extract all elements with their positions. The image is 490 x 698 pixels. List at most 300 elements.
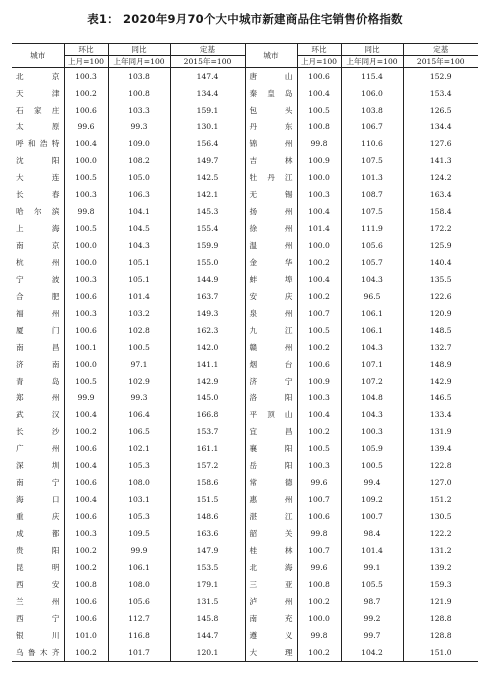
table-row	[12, 102, 478, 119]
header-fixed: 定基	[170, 44, 245, 56]
header-yoy-base: 上年同月=100	[108, 56, 170, 68]
left-city-cell: 南 昌	[16, 342, 60, 352]
left-mom-cell: 100.2	[64, 85, 108, 102]
right-yoy-cell: 99.1	[341, 559, 403, 576]
left-fixed-cell: 166.8	[170, 407, 245, 424]
right-yoy-cell: 103.8	[341, 102, 403, 119]
left-yoy-cell: 103.2	[108, 305, 170, 322]
left-yoy-cell: 108.0	[108, 576, 170, 593]
right-city-cell: 洛 阳	[245, 390, 297, 407]
right-fixed-cell: 135.5	[403, 271, 478, 288]
right-yoy-cell: 100.3	[341, 424, 403, 441]
left-yoy-cell: 106.1	[108, 559, 170, 576]
left-mom-cell: 100.4	[64, 458, 108, 475]
left-mom-cell: 100.5	[64, 220, 108, 237]
left-yoy-cell: 99.9	[108, 542, 170, 559]
right-mom-cell: 100.8	[297, 119, 341, 136]
right-city-cell: 秦 皇 岛	[245, 85, 297, 102]
left-yoy-cell: 103.3	[108, 102, 170, 119]
right-fixed-cell: 134.4	[403, 119, 478, 136]
header-city: 城市	[30, 50, 46, 60]
right-yoy-cell: 100.5	[341, 458, 403, 475]
left-mom-cell: 100.4	[64, 407, 108, 424]
right-mom-cell: 100.4	[297, 204, 341, 221]
right-city-cell: 泸 州	[245, 593, 297, 610]
left-city-cell: 成 都	[16, 528, 60, 538]
table-row	[12, 525, 478, 542]
right-fixed-cell: 146.5	[403, 390, 478, 407]
right-fixed-cell: 159.3	[403, 576, 478, 593]
left-fixed-cell: 144.7	[170, 627, 245, 644]
left-fixed-cell: 153.7	[170, 424, 245, 441]
header-yoy-base: 上年同月=100	[341, 56, 403, 68]
left-fixed-cell: 153.5	[170, 559, 245, 576]
left-mom-cell: 100.2	[64, 542, 108, 559]
right-yoy-cell: 104.8	[341, 390, 403, 407]
left-yoy-cell: 104.5	[108, 220, 170, 237]
right-mom-cell: 100.3	[297, 390, 341, 407]
right-mom-cell: 100.6	[297, 68, 341, 85]
table-title: 表1： 2020年9月70个大中城市新建商品住宅销售价格指数	[87, 12, 403, 26]
left-city-cell: 贵 阳	[16, 545, 60, 555]
right-mom-cell: 99.6	[297, 559, 341, 576]
left-city-cell: 沈 阳	[16, 156, 60, 166]
right-fixed-cell: 148.5	[403, 322, 478, 339]
right-mom-cell: 100.0	[297, 237, 341, 254]
left-fixed-cell: 179.1	[170, 576, 245, 593]
left-fixed-cell: 142.0	[170, 339, 245, 356]
right-mom-cell: 100.6	[297, 356, 341, 373]
left-yoy-cell: 100.8	[108, 85, 170, 102]
right-mom-cell: 100.4	[297, 407, 341, 424]
left-mom-cell: 100.5	[64, 373, 108, 390]
left-city-cell: 长 春	[16, 190, 60, 200]
right-city-cell: 泉 州	[245, 305, 297, 322]
right-mom-cell: 100.2	[297, 644, 341, 661]
right-city-cell: 烟 台	[245, 356, 297, 373]
right-yoy-cell: 105.7	[341, 254, 403, 271]
right-fixed-cell: 153.4	[403, 85, 478, 102]
right-city-cell: 南 充	[245, 610, 297, 627]
table-body	[12, 68, 478, 662]
table-row	[12, 85, 478, 102]
left-city-cell: 兰 州	[16, 596, 60, 606]
right-mom-cell: 100.5	[297, 441, 341, 458]
right-mom-cell: 100.4	[297, 271, 341, 288]
header-yoy: 同比	[341, 44, 403, 56]
right-fixed-cell: 122.2	[403, 525, 478, 542]
left-mom-cell: 100.3	[64, 68, 108, 85]
right-city-cell: 安 庆	[245, 288, 297, 305]
left-yoy-cell: 101.7	[108, 644, 170, 661]
right-fixed-cell: 128.8	[403, 610, 478, 627]
right-yoy-cell: 106.0	[341, 85, 403, 102]
left-yoy-cell: 102.1	[108, 441, 170, 458]
left-city-cell: 乌鲁木齐	[16, 647, 60, 657]
left-fixed-cell: 159.9	[170, 237, 245, 254]
right-mom-cell: 100.2	[297, 593, 341, 610]
right-mom-cell: 100.9	[297, 153, 341, 170]
right-fixed-cell: 139.4	[403, 441, 478, 458]
right-fixed-cell: 142.9	[403, 373, 478, 390]
table-row	[12, 237, 478, 254]
header-fixed: 定基	[403, 44, 478, 56]
left-fixed-cell: 142.1	[170, 187, 245, 204]
table-row	[12, 271, 478, 288]
right-yoy-cell: 104.3	[341, 407, 403, 424]
left-mom-cell: 100.6	[64, 441, 108, 458]
right-fixed-cell: 151.0	[403, 644, 478, 661]
left-mom-cell: 100.3	[64, 525, 108, 542]
left-yoy-cell: 106.5	[108, 424, 170, 441]
right-mom-cell: 100.3	[297, 187, 341, 204]
right-fixed-cell: 163.4	[403, 187, 478, 204]
left-fixed-cell: 157.2	[170, 458, 245, 475]
left-mom-cell: 100.6	[64, 475, 108, 492]
table-row	[12, 322, 478, 339]
right-city-cell: 包 头	[245, 102, 297, 119]
left-yoy-cell: 102.8	[108, 322, 170, 339]
right-yoy-cell: 104.3	[341, 339, 403, 356]
left-fixed-cell: 145.8	[170, 610, 245, 627]
table-row	[12, 119, 478, 136]
right-yoy-cell: 101.4	[341, 542, 403, 559]
right-yoy-cell: 99.4	[341, 475, 403, 492]
table-row	[12, 441, 478, 458]
right-yoy-cell: 99.7	[341, 627, 403, 644]
table-row	[12, 542, 478, 559]
right-yoy-cell: 98.7	[341, 593, 403, 610]
left-yoy-cell: 104.1	[108, 204, 170, 221]
right-fixed-cell: 120.9	[403, 305, 478, 322]
right-mom-cell: 99.8	[297, 136, 341, 153]
right-yoy-cell: 107.5	[341, 204, 403, 221]
left-fixed-cell: 149.3	[170, 305, 245, 322]
left-yoy-cell: 99.3	[108, 390, 170, 407]
right-mom-cell: 100.5	[297, 102, 341, 119]
right-city-cell: 无 锡	[245, 187, 297, 204]
left-yoy-cell: 100.5	[108, 339, 170, 356]
right-fixed-cell: 128.8	[403, 627, 478, 644]
right-mom-cell: 99.6	[297, 475, 341, 492]
left-yoy-cell: 102.9	[108, 373, 170, 390]
right-yoy-cell: 108.7	[341, 187, 403, 204]
left-mom-cell: 100.8	[64, 576, 108, 593]
right-yoy-cell: 110.6	[341, 136, 403, 153]
right-mom-cell: 100.7	[297, 542, 341, 559]
right-fixed-cell: 172.2	[403, 220, 478, 237]
left-mom-cell: 100.6	[64, 508, 108, 525]
right-city-cell: 温 州	[245, 237, 297, 254]
table-row	[12, 390, 478, 407]
table-row	[12, 491, 478, 508]
right-fixed-cell: 121.9	[403, 593, 478, 610]
left-city-cell: 南 宁	[16, 478, 60, 488]
right-fixed-cell: 127.6	[403, 136, 478, 153]
right-city-cell: 徐 州	[245, 220, 297, 237]
header-row	[12, 44, 478, 56]
right-city-cell: 北 海	[245, 559, 297, 576]
left-city-cell: 西 安	[16, 579, 60, 589]
right-mom-cell: 100.2	[297, 254, 341, 271]
right-yoy-cell: 105.5	[341, 576, 403, 593]
left-fixed-cell: 145.0	[170, 390, 245, 407]
right-mom-cell: 100.7	[297, 491, 341, 508]
right-fixed-cell: 127.0	[403, 475, 478, 492]
left-yoy-cell: 106.3	[108, 187, 170, 204]
table-row	[12, 373, 478, 390]
price-index-table	[12, 43, 478, 662]
table-row	[12, 475, 478, 492]
right-city-cell: 金 华	[245, 254, 297, 271]
left-fixed-cell: 120.1	[170, 644, 245, 661]
right-city-cell: 三 亚	[245, 576, 297, 593]
header-city: 城市	[245, 44, 297, 68]
table-row	[12, 187, 478, 204]
right-yoy-cell: 109.2	[341, 491, 403, 508]
left-mom-cell: 100.3	[64, 271, 108, 288]
left-city-cell: 福 州	[16, 308, 60, 318]
right-fixed-cell: 151.2	[403, 491, 478, 508]
header-fixed-base: 2015年=100	[170, 56, 245, 68]
table-row	[12, 644, 478, 661]
right-city-cell: 宜 昌	[245, 424, 297, 441]
left-mom-cell: 100.0	[64, 237, 108, 254]
right-city-cell: 桂 林	[245, 542, 297, 559]
left-fixed-cell: 158.6	[170, 475, 245, 492]
right-mom-cell: 100.2	[297, 339, 341, 356]
header-yoy: 同比	[108, 44, 170, 56]
left-fixed-cell: 148.6	[170, 508, 245, 525]
left-mom-cell: 100.6	[64, 322, 108, 339]
left-fixed-cell: 145.3	[170, 204, 245, 221]
left-fixed-cell: 161.1	[170, 441, 245, 458]
right-mom-cell: 101.4	[297, 220, 341, 237]
left-yoy-cell: 108.0	[108, 475, 170, 492]
left-city-cell: 石 家 庄	[16, 105, 60, 115]
left-mom-cell: 100.0	[64, 153, 108, 170]
right-yoy-cell: 104.2	[341, 644, 403, 661]
right-mom-cell: 100.2	[297, 424, 341, 441]
right-yoy-cell: 105.9	[341, 441, 403, 458]
right-fixed-cell: 131.9	[403, 424, 478, 441]
header-mom-base: 上月=100	[297, 56, 341, 68]
left-fixed-cell: 155.4	[170, 220, 245, 237]
right-city-cell: 遵 义	[245, 627, 297, 644]
table-row	[12, 576, 478, 593]
left-mom-cell: 100.2	[64, 424, 108, 441]
table-row	[12, 610, 478, 627]
header-mom-base: 上月=100	[64, 56, 108, 68]
left-yoy-cell: 112.7	[108, 610, 170, 627]
table-row	[12, 559, 478, 576]
right-city-cell: 丹 东	[245, 119, 297, 136]
left-city-cell: 呼和浩特	[16, 139, 60, 149]
left-mom-cell: 100.6	[64, 102, 108, 119]
right-mom-cell: 100.3	[297, 458, 341, 475]
right-city-cell: 韶 关	[245, 525, 297, 542]
left-mom-cell: 100.2	[64, 559, 108, 576]
left-yoy-cell: 101.4	[108, 288, 170, 305]
left-city-cell: 大 连	[16, 173, 60, 183]
left-yoy-cell: 105.6	[108, 593, 170, 610]
table-row	[12, 339, 478, 356]
right-yoy-cell: 99.2	[341, 610, 403, 627]
right-city-cell: 唐 山	[245, 68, 297, 85]
right-yoy-cell: 107.5	[341, 153, 403, 170]
left-mom-cell: 100.2	[64, 644, 108, 661]
right-fixed-cell: 152.9	[403, 68, 478, 85]
left-mom-cell: 100.5	[64, 170, 108, 187]
right-city-cell: 吉 林	[245, 153, 297, 170]
left-city-cell: 合 肥	[16, 291, 60, 301]
left-fixed-cell: 156.4	[170, 136, 245, 153]
left-city-cell: 上 海	[16, 224, 60, 234]
left-yoy-cell: 108.2	[108, 153, 170, 170]
left-fixed-cell: 163.6	[170, 525, 245, 542]
right-yoy-cell: 107.2	[341, 373, 403, 390]
table-row	[12, 153, 478, 170]
table-row	[12, 508, 478, 525]
right-city-cell: 扬 州	[245, 204, 297, 221]
right-fixed-cell: 126.5	[403, 102, 478, 119]
left-city-cell: 银 川	[16, 630, 60, 640]
left-mom-cell: 100.6	[64, 593, 108, 610]
right-mom-cell: 100.5	[297, 322, 341, 339]
left-city-cell: 海 口	[16, 495, 60, 505]
right-city-cell: 襄 阳	[245, 441, 297, 458]
right-yoy-cell: 106.1	[341, 322, 403, 339]
right-yoy-cell: 101.3	[341, 170, 403, 187]
right-city-cell: 常 德	[245, 475, 297, 492]
right-mom-cell: 100.9	[297, 373, 341, 390]
right-yoy-cell: 115.4	[341, 68, 403, 85]
left-yoy-cell: 104.3	[108, 237, 170, 254]
left-fixed-cell: 149.7	[170, 153, 245, 170]
left-city-cell: 厦 门	[16, 325, 60, 335]
right-fixed-cell: 130.5	[403, 508, 478, 525]
left-fixed-cell: 147.9	[170, 542, 245, 559]
left-city-cell: 南 京	[16, 241, 60, 251]
left-city-cell: 太 原	[16, 122, 60, 132]
header-mom: 环比	[297, 44, 341, 56]
table-row	[12, 220, 478, 237]
table-row	[12, 356, 478, 373]
left-fixed-cell: 147.4	[170, 68, 245, 85]
table-row	[12, 288, 478, 305]
left-fixed-cell: 155.0	[170, 254, 245, 271]
left-mom-cell: 100.4	[64, 136, 108, 153]
right-yoy-cell: 106.7	[341, 119, 403, 136]
right-fixed-cell: 122.6	[403, 288, 478, 305]
right-yoy-cell: 105.6	[341, 237, 403, 254]
table-row	[12, 627, 478, 644]
left-city-cell: 杭 州	[16, 257, 60, 267]
left-city-cell: 西 宁	[16, 613, 60, 623]
header-fixed-base: 2015年=100	[403, 56, 478, 68]
left-mom-cell: 99.9	[64, 390, 108, 407]
left-mom-cell: 100.6	[64, 288, 108, 305]
left-yoy-cell: 109.5	[108, 525, 170, 542]
left-yoy-cell: 109.0	[108, 136, 170, 153]
right-mom-cell: 99.8	[297, 525, 341, 542]
left-fixed-cell: 142.9	[170, 373, 245, 390]
left-yoy-cell: 105.1	[108, 271, 170, 288]
right-fixed-cell: 122.8	[403, 458, 478, 475]
right-city-cell: 平 顶 山	[245, 407, 297, 424]
left-fixed-cell: 162.3	[170, 322, 245, 339]
left-mom-cell: 100.6	[64, 610, 108, 627]
table-row	[12, 136, 478, 153]
left-city-cell: 哈 尔 滨	[16, 207, 60, 217]
left-city-cell: 长 沙	[16, 427, 60, 437]
right-city-cell: 锦 州	[245, 136, 297, 153]
right-city-cell: 赣 州	[245, 339, 297, 356]
left-mom-cell: 101.0	[64, 627, 108, 644]
right-fixed-cell: 139.2	[403, 559, 478, 576]
right-mom-cell: 100.6	[297, 508, 341, 525]
left-mom-cell: 100.3	[64, 305, 108, 322]
left-fixed-cell: 144.9	[170, 271, 245, 288]
left-fixed-cell: 159.1	[170, 102, 245, 119]
right-mom-cell: 100.2	[297, 288, 341, 305]
table-row	[12, 254, 478, 271]
right-mom-cell: 100.8	[297, 576, 341, 593]
right-yoy-cell: 104.3	[341, 271, 403, 288]
right-yoy-cell: 100.7	[341, 508, 403, 525]
right-fixed-cell: 124.2	[403, 170, 478, 187]
left-mom-cell: 100.1	[64, 339, 108, 356]
left-fixed-cell: 142.5	[170, 170, 245, 187]
right-yoy-cell: 96.5	[341, 288, 403, 305]
left-city-cell: 郑 州	[16, 393, 60, 403]
left-mom-cell: 100.0	[64, 356, 108, 373]
right-yoy-cell: 111.9	[341, 220, 403, 237]
right-city-cell: 大 理	[245, 644, 297, 661]
right-mom-cell: 100.7	[297, 305, 341, 322]
right-yoy-cell: 107.1	[341, 356, 403, 373]
header-mom: 环比	[64, 44, 108, 56]
right-city-cell: 蚌 埠	[245, 271, 297, 288]
right-yoy-cell: 106.1	[341, 305, 403, 322]
left-mom-cell: 100.0	[64, 254, 108, 271]
left-fixed-cell: 130.1	[170, 119, 245, 136]
right-mom-cell: 99.8	[297, 627, 341, 644]
right-city-cell: 岳 阳	[245, 458, 297, 475]
left-fixed-cell: 134.4	[170, 85, 245, 102]
left-city-cell: 深 圳	[16, 461, 60, 471]
right-yoy-cell: 98.4	[341, 525, 403, 542]
left-mom-cell: 99.6	[64, 119, 108, 136]
right-city-cell: 济 宁	[245, 373, 297, 390]
right-fixed-cell: 158.4	[403, 204, 478, 221]
left-mom-cell: 99.8	[64, 204, 108, 221]
left-yoy-cell: 99.3	[108, 119, 170, 136]
left-mom-cell: 100.4	[64, 491, 108, 508]
table-row	[12, 204, 478, 221]
right-fixed-cell: 125.9	[403, 237, 478, 254]
table-row	[12, 68, 478, 85]
right-fixed-cell: 140.4	[403, 254, 478, 271]
left-yoy-cell: 105.3	[108, 508, 170, 525]
right-city-cell: 九 江	[245, 322, 297, 339]
left-city-cell: 北 京	[16, 71, 60, 81]
left-city-cell: 青 岛	[16, 376, 60, 386]
right-mom-cell: 100.0	[297, 610, 341, 627]
right-fixed-cell: 148.9	[403, 356, 478, 373]
left-yoy-cell: 105.1	[108, 254, 170, 271]
right-mom-cell: 100.4	[297, 85, 341, 102]
